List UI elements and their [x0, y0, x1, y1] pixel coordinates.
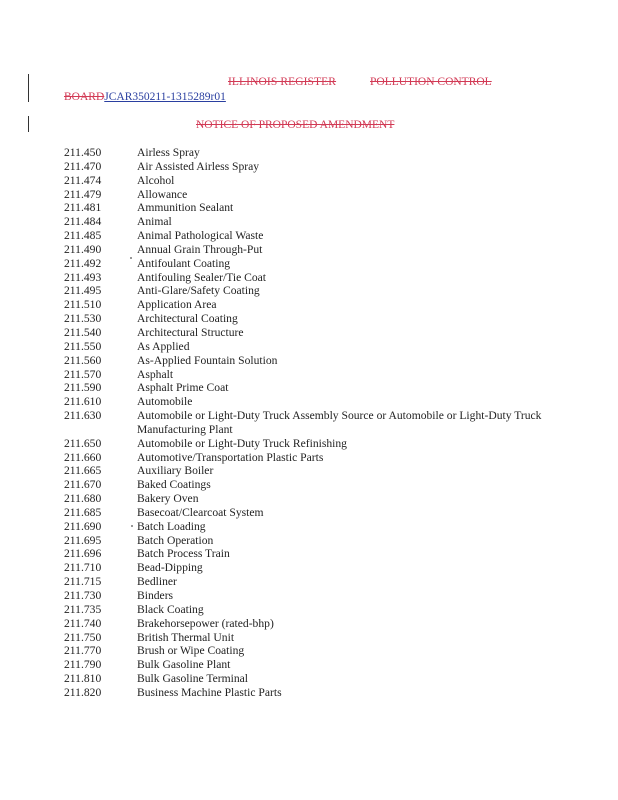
- definition-row: [64, 395, 584, 409]
- board-title-part1: POLLUTION CONTROL: [370, 76, 492, 88]
- defined-term: Anti-Glare/Safety Coating: [137, 284, 260, 298]
- defined-term: Automobile or Light-Duty Truck Assembly Source or Automobile or Light-Duty Truck Manufacturing Plant: [137, 409, 542, 436]
- defined-term: Asphalt: [137, 367, 174, 381]
- definition-row: [64, 547, 584, 561]
- section-number: 211.770: [64, 644, 102, 658]
- section-number: 211.560: [64, 353, 102, 367]
- section-number: 211.530: [64, 312, 102, 326]
- definition-row: [64, 561, 584, 575]
- defined-term: Animal Pathological Waste: [137, 229, 264, 243]
- definition-row: [64, 381, 584, 395]
- definition-row: [64, 686, 584, 700]
- section-number: 211.665: [64, 464, 102, 478]
- definition-row: [64, 520, 584, 534]
- definition-row: [64, 575, 584, 589]
- section-number: 211.485: [64, 229, 102, 243]
- section-number: 211.474: [64, 173, 102, 187]
- defined-term: Animal: [137, 215, 172, 229]
- section-number: 211.590: [64, 381, 102, 395]
- section-number: 211.492: [64, 256, 102, 270]
- defined-term: Batch Process Train: [137, 547, 230, 561]
- defined-term: Batch Loading: [137, 519, 206, 533]
- definition-row: [64, 603, 584, 617]
- definition-row: [64, 229, 584, 243]
- definition-row: [64, 368, 584, 382]
- defined-term: Bulk Gasoline Plant: [137, 658, 231, 672]
- section-number: 211.810: [64, 672, 102, 686]
- defined-term: Business Machine Plastic Parts: [137, 685, 282, 699]
- section-number: 211.735: [64, 602, 102, 616]
- section-number: 211.730: [64, 589, 102, 602]
- defined-term: Brush or Wipe Coating: [137, 644, 245, 658]
- definition-row: [64, 658, 584, 672]
- definition-row: [64, 631, 584, 645]
- section-number: 211.696: [64, 547, 102, 561]
- definition-row: [64, 478, 584, 492]
- section-number: 211.510: [64, 298, 102, 312]
- defined-term: Allowance: [137, 187, 188, 201]
- definition-row: [64, 160, 584, 174]
- section-number: 211.740: [64, 616, 102, 630]
- definition-row: [64, 312, 584, 326]
- defined-term: Automotive/Transportation Plastic Parts: [137, 450, 324, 464]
- defined-term: Baked Coatings: [137, 478, 211, 492]
- definition-row: [64, 201, 584, 215]
- section-number: 211.685: [64, 505, 102, 519]
- section-number: 211.695: [64, 533, 102, 547]
- definition-row: [64, 326, 584, 340]
- defined-term: Black Coating: [137, 602, 204, 616]
- scan-speck: [131, 525, 133, 527]
- defined-term: As Applied: [137, 339, 190, 353]
- defined-term: Bead-Dipping: [137, 561, 203, 575]
- section-number: 211.690: [64, 519, 102, 533]
- section-number: 211.550: [64, 339, 102, 353]
- notice-title: NOTICE OF PROPOSED AMENDMENT: [196, 119, 395, 131]
- board-title-part2: BOARD: [64, 91, 105, 103]
- defined-term: Ammunition Sealant: [137, 201, 234, 215]
- scan-speck: [130, 257, 132, 259]
- definition-row: [64, 146, 584, 160]
- defined-term: Bulk Gasoline Terminal: [137, 672, 249, 686]
- defined-term: Air Assisted Airless Spray: [137, 159, 260, 173]
- definitions-list: [64, 146, 584, 700]
- defined-term: Airless Spray: [137, 146, 200, 159]
- definition-row: [64, 506, 584, 520]
- definition-row: [64, 298, 584, 312]
- definition-row: [64, 354, 584, 368]
- defined-term: Architectural Structure: [137, 325, 244, 339]
- defined-term: Antifoulant Coating: [137, 256, 231, 270]
- defined-term: Automobile or Light-Duty Truck Refinishing: [137, 436, 347, 450]
- definition-row: [64, 451, 584, 465]
- defined-term: Binders: [137, 589, 174, 602]
- definition-row: [64, 409, 584, 437]
- section-number: 211.750: [64, 630, 102, 644]
- definition-row: [64, 589, 584, 603]
- defined-term: British Thermal Unit: [137, 630, 235, 644]
- section-number: 211.481: [64, 201, 102, 215]
- section-number: 211.470: [64, 159, 102, 173]
- definition-row: [64, 672, 584, 686]
- section-number: 211.650: [64, 436, 102, 450]
- defined-term: Bedliner: [137, 575, 177, 589]
- defined-term: Architectural Coating: [137, 312, 238, 326]
- defined-term: Alcohol: [137, 173, 175, 187]
- defined-term: Asphalt Prime Coat: [137, 381, 229, 395]
- definition-row: [64, 243, 584, 257]
- inserted-jcar-code: JCAR350211-1315289r01: [104, 91, 226, 103]
- definition-row: [64, 534, 584, 548]
- section-number: 211.630: [64, 409, 102, 423]
- defined-term: Annual Grain Through-Put: [137, 242, 263, 256]
- section-number: 211.570: [64, 367, 102, 381]
- section-number: 211.610: [64, 395, 102, 409]
- defined-term: Antifouling Sealer/Tie Coat: [137, 270, 267, 284]
- definition-row: [64, 271, 584, 285]
- definition-row: [64, 257, 584, 271]
- definition-row: [64, 492, 584, 506]
- section-number: 211.484: [64, 215, 102, 229]
- change-bar: [28, 74, 29, 102]
- defined-term: Application Area: [137, 298, 217, 312]
- section-number: 211.490: [64, 242, 102, 256]
- register-title: ILLINOIS REGISTER: [228, 76, 337, 88]
- section-number: 211.820: [64, 685, 102, 699]
- section-number: 211.495: [64, 284, 102, 298]
- definition-row: [64, 340, 584, 354]
- defined-term: As-Applied Fountain Solution: [137, 353, 278, 367]
- defined-term: Basecoat/Clearcoat System: [137, 505, 264, 519]
- section-number: 211.680: [64, 492, 102, 506]
- defined-term: Auxiliary Boiler: [137, 464, 214, 478]
- header-line-2: [64, 91, 226, 103]
- definition-row: [64, 437, 584, 451]
- definition-row: [64, 188, 584, 202]
- definition-row: [64, 617, 584, 631]
- defined-term: Bakery Oven: [137, 492, 199, 506]
- section-number: 211.670: [64, 478, 102, 492]
- section-number: 211.493: [64, 270, 102, 284]
- section-number: 211.710: [64, 561, 102, 575]
- definition-row: [64, 644, 584, 658]
- defined-term: Brakehorsepower (rated-bhp): [137, 616, 274, 630]
- section-number: 211.540: [64, 325, 102, 339]
- definition-row: [64, 174, 584, 188]
- section-number: 211.790: [64, 658, 102, 672]
- section-number: 211.479: [64, 187, 102, 201]
- defined-term: Batch Operation: [137, 533, 214, 547]
- section-number: 211.660: [64, 450, 102, 464]
- definition-row: [64, 464, 584, 478]
- section-number: 211.450: [64, 146, 102, 159]
- definition-row: [64, 215, 584, 229]
- change-bar: [28, 116, 29, 132]
- definition-row: [64, 284, 584, 298]
- section-number: 211.715: [64, 575, 102, 589]
- defined-term: Automobile: [137, 395, 193, 409]
